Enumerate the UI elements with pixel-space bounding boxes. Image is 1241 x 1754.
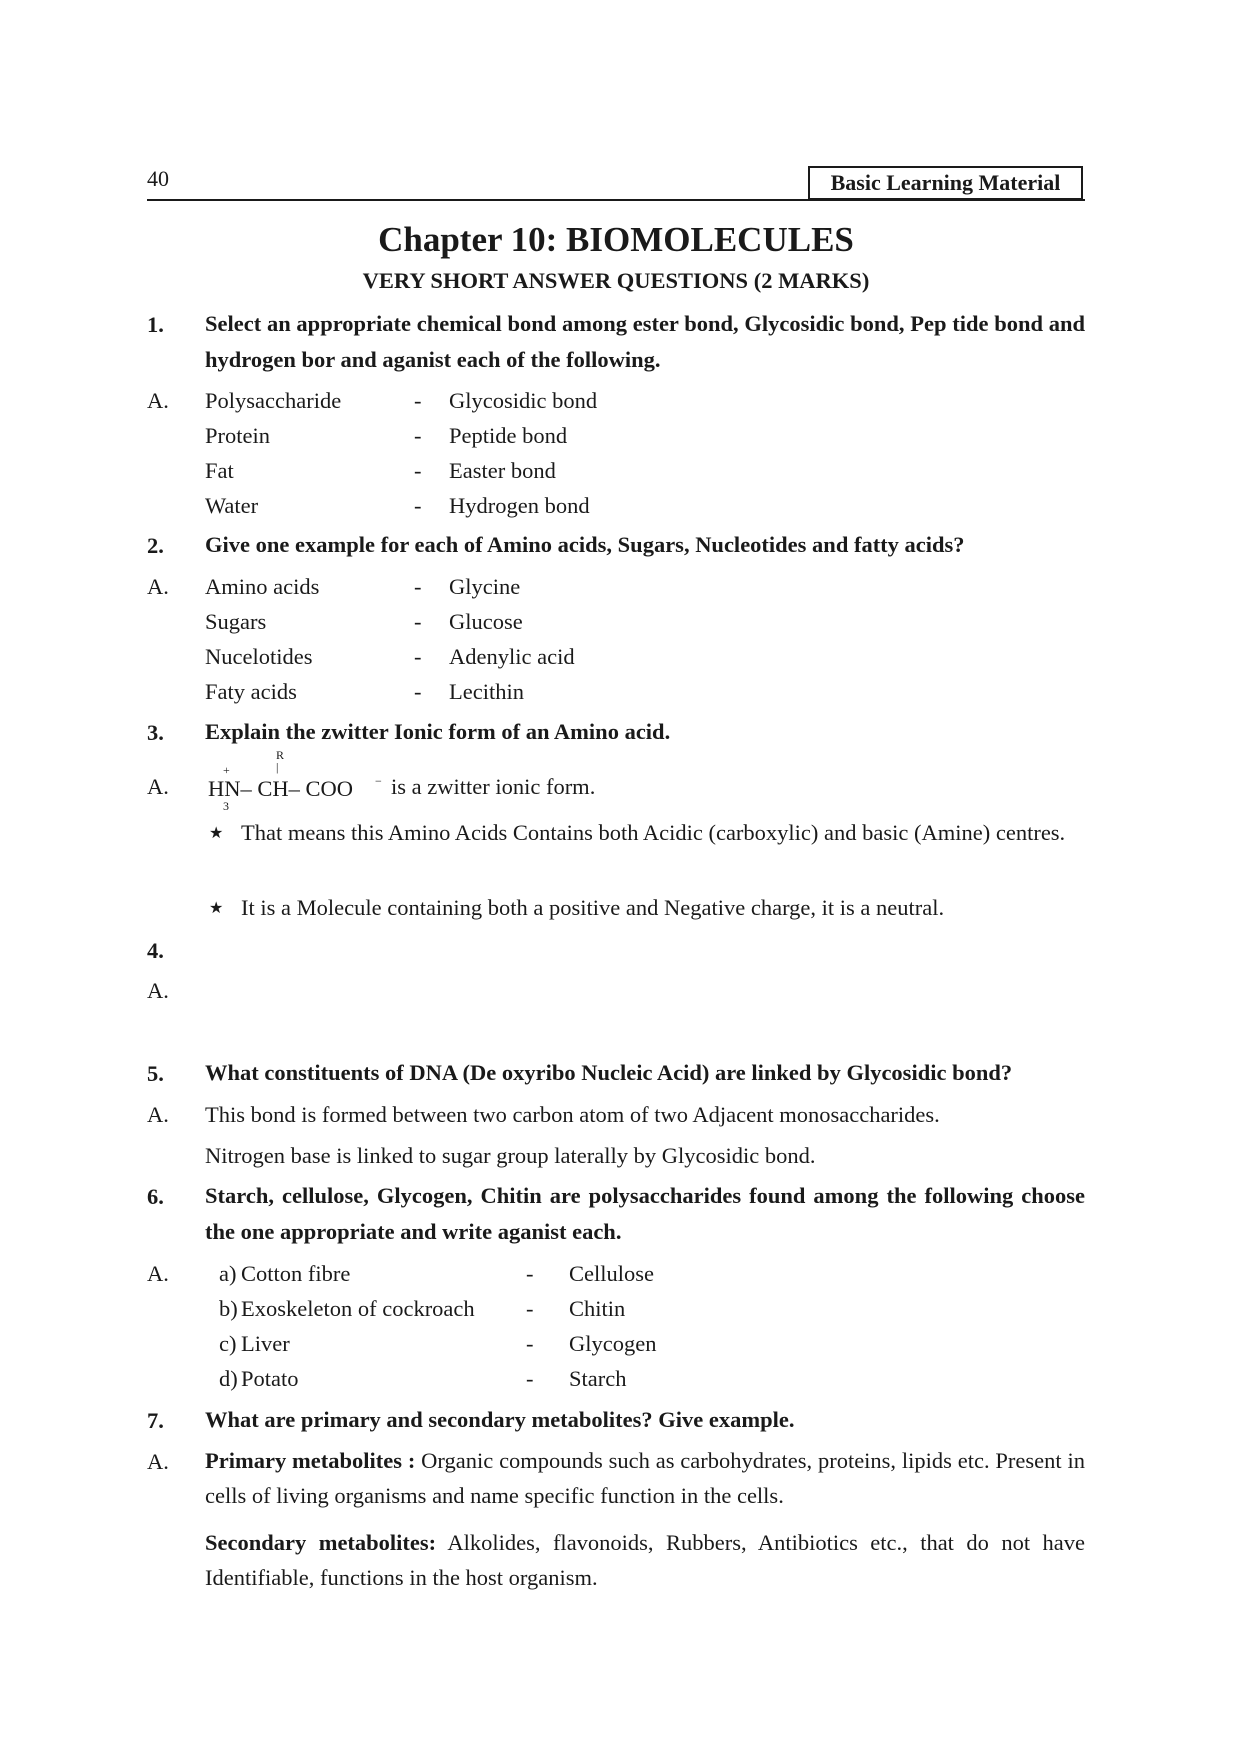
term: Nucelotides xyxy=(205,644,313,669)
question-number: 4. xyxy=(147,938,164,963)
term: Water xyxy=(205,493,259,518)
answer-marker: A. xyxy=(147,1449,169,1474)
secondary-metabolites-paragraph xyxy=(205,1525,1085,1595)
dash: - xyxy=(414,679,422,704)
question-number: 5. xyxy=(147,1061,164,1086)
dash: - xyxy=(414,493,422,518)
page-number: 40 xyxy=(147,166,169,191)
question-number: 6. xyxy=(147,1184,164,1209)
dash: - xyxy=(414,388,422,413)
term: Faty acids xyxy=(205,679,297,704)
answer-marker: A. xyxy=(147,774,169,799)
question-text: What are primary and secondary metabolites? Give example. xyxy=(205,1407,795,1432)
primary-label: Primary metabolites : xyxy=(205,1448,416,1473)
header-rule xyxy=(147,199,1085,201)
value: Glycogen xyxy=(569,1331,657,1356)
section-title: VERY SHORT ANSWER QUESTIONS (2 MARKS) xyxy=(362,268,870,293)
dash: - xyxy=(414,609,422,634)
value: Lecithin xyxy=(449,679,524,704)
value: Glucose xyxy=(449,609,523,634)
formula-caption: is a zwitter ionic form. xyxy=(391,774,596,799)
value: Glycosidic bond xyxy=(449,388,598,413)
primary-text: Organic compounds such as carbohydrates, proteins, lipids etc. Present in cells of living organisms and name specific function in the cells. xyxy=(205,1448,1085,1508)
star-icon: ★ xyxy=(209,900,224,917)
term: Sugars xyxy=(205,609,267,634)
value: Adenylic acid xyxy=(449,644,575,669)
item-letter: a) xyxy=(219,1261,237,1286)
term: Polysaccharide xyxy=(205,388,342,413)
value: Hydrogen bond xyxy=(449,493,590,518)
minus-charge: − xyxy=(375,774,382,788)
question-number: 7. xyxy=(147,1408,164,1433)
dash: - xyxy=(414,574,422,599)
value: Cellulose xyxy=(569,1261,654,1286)
value: Starch xyxy=(569,1366,627,1391)
question-text: Explain the zwitter Ionic form of an Amino acid. xyxy=(205,719,671,744)
question-number: 1. xyxy=(147,312,164,337)
running-title: Basic Learning Material xyxy=(808,166,1083,200)
answer-marker: A. xyxy=(147,1261,169,1286)
dash: - xyxy=(414,458,422,483)
answer-line: Nitrogen base is linked to sugar group laterally by Glycosidic bond. xyxy=(205,1143,816,1168)
term: Liver xyxy=(241,1331,290,1356)
value: Easter bond xyxy=(449,458,556,483)
question-text: Give one example for each of Amino acids, Sugars, Nucleotides and fatty acids? xyxy=(205,532,965,557)
dash: - xyxy=(414,644,422,669)
dash: - xyxy=(414,423,422,448)
r-group-label: R xyxy=(276,748,285,762)
bond-line: | xyxy=(276,760,279,774)
question-number: 2. xyxy=(147,533,164,558)
formula-main: HN– CH– COO xyxy=(208,776,354,801)
answer-marker: A. xyxy=(147,1102,169,1127)
question-text: What constituents of DNA (De oxyribo Nucleic Acid) are linked by Glycosidic bond? xyxy=(205,1060,1013,1085)
answer-marker: A. xyxy=(147,574,169,599)
value: Glycine xyxy=(449,574,521,599)
term: Protein xyxy=(205,423,270,448)
secondary-label: Secondary metabolites: xyxy=(205,1530,437,1555)
subscript-three: 3 xyxy=(223,799,229,813)
term: Cotton fibre xyxy=(241,1261,351,1286)
question-number: 3. xyxy=(147,720,164,745)
primary-metabolites-paragraph xyxy=(205,1443,1085,1513)
item-letter: c) xyxy=(219,1331,237,1356)
bullet-text: That means this Amino Acids Contains both Acidic (carboxylic) and basic (Amine) centres. xyxy=(241,820,1066,845)
dash: - xyxy=(526,1261,534,1286)
term: Potato xyxy=(241,1366,299,1391)
secondary-text: Alkolides, flavonoids, Rubbers, Antibiotics etc., that do not have Identifiable, functions in the host organism. xyxy=(205,1530,1085,1590)
question-text: Select an appropriate chemical bond among ester bond, Glycosidic bond, Pep tide bond and hydrogen bor and aganist each of the following. xyxy=(205,311,1085,372)
item-letter: d) xyxy=(219,1366,238,1391)
bullet-text: It is a Molecule containing both a positive and Negative charge, it is a neutral. xyxy=(241,895,945,920)
answer-line: This bond is formed between two carbon atom of two Adjacent monosaccharides. xyxy=(205,1102,940,1127)
term: Amino acids xyxy=(205,574,320,599)
dash: - xyxy=(526,1331,534,1356)
dash: - xyxy=(526,1296,534,1321)
value: Peptide bond xyxy=(449,423,568,448)
chapter-title: Chapter 10: BIOMOLECULES xyxy=(378,220,854,259)
value: Chitin xyxy=(569,1296,626,1321)
answer-marker: A. xyxy=(147,388,169,413)
dash: - xyxy=(526,1366,534,1391)
item-letter: b) xyxy=(219,1296,238,1321)
question-text: Starch, cellulose, Glycogen, Chitin are polysaccharides found among the following choose the one appropriate and write aganist each. xyxy=(205,1183,1085,1244)
star-icon: ★ xyxy=(209,825,224,842)
term: Exoskeleton of cockroach xyxy=(241,1296,475,1321)
term: Fat xyxy=(205,458,234,483)
plus-charge: + xyxy=(223,763,230,777)
answer-marker: A. xyxy=(147,978,169,1003)
